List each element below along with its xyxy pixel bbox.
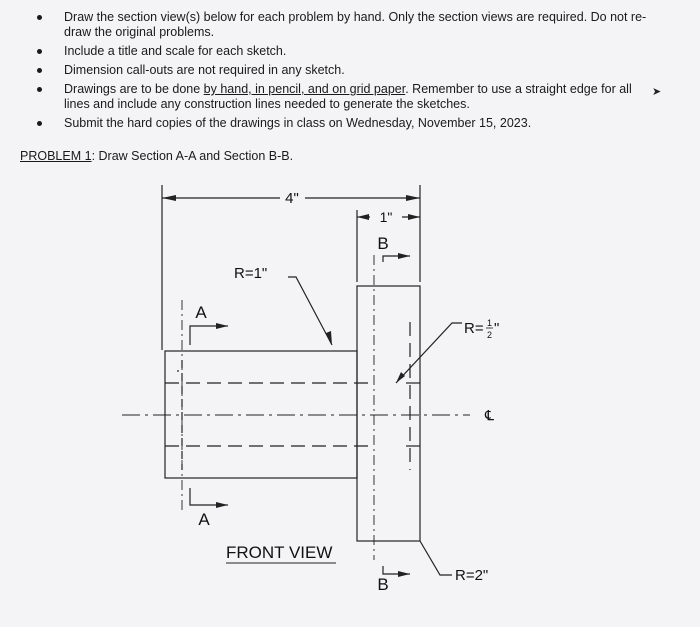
section-b-top-label: B xyxy=(377,234,389,253)
instruction-text-part: Drawings are to be done xyxy=(64,82,204,96)
radius-half-numerator: 1 xyxy=(487,318,493,328)
view-label: FRONT VIEW xyxy=(226,543,333,562)
problem-text: : Draw Section A-A and Section B-B. xyxy=(91,149,294,163)
cursor-icon: ➤ xyxy=(652,86,662,98)
section-a-top-arrow xyxy=(190,326,228,345)
instruction-text: lines and include any construction lines needed to generate the sketches. xyxy=(64,97,470,111)
instruction-text: Draw the section view(s) below for each problem by hand. Only the section views are required. Do not re- xyxy=(64,10,647,24)
dim-width-label: 4" xyxy=(285,190,299,207)
dim-flange-label: 1" xyxy=(379,209,393,225)
radius-two-label: R=2" xyxy=(455,567,489,584)
section-a-bottom-label: A xyxy=(198,510,210,529)
section-a-top-label: A xyxy=(195,303,207,322)
section-a-bottom-arrow xyxy=(190,488,228,505)
hub-outline xyxy=(165,351,357,478)
instruction-emphasis: by hand, in pencil, and on grid paper xyxy=(203,82,406,96)
leader-half-radius xyxy=(396,323,462,383)
section-b-bottom-arrow xyxy=(383,566,410,574)
instruction-text: Dimension call-outs are not required in any sketch. xyxy=(64,63,345,77)
instruction-text: draw the original problems. xyxy=(64,25,215,39)
instruction-text: Include a title and scale for each sketch. xyxy=(64,44,287,58)
instruction-text: Submit the hard copies of the drawings in class on Wednesday, November 15, 2023. xyxy=(64,116,532,130)
leader-fillet xyxy=(288,277,332,345)
radius-fillet-label: R=1" xyxy=(234,265,268,282)
instruction-text-part: . Remember to use a straight edge for all xyxy=(405,82,632,96)
hidden-lines xyxy=(165,322,420,470)
radius-half-denominator: 2 xyxy=(487,330,493,340)
radius-half-prefix: R= xyxy=(464,320,484,337)
centerline-symbol: ℄ xyxy=(485,407,494,423)
radius-half-suffix: " xyxy=(494,320,500,337)
problem-label: PROBLEM 1 xyxy=(20,149,92,163)
section-b-bottom-label: B xyxy=(377,575,389,594)
leader-two-radius xyxy=(420,541,452,575)
